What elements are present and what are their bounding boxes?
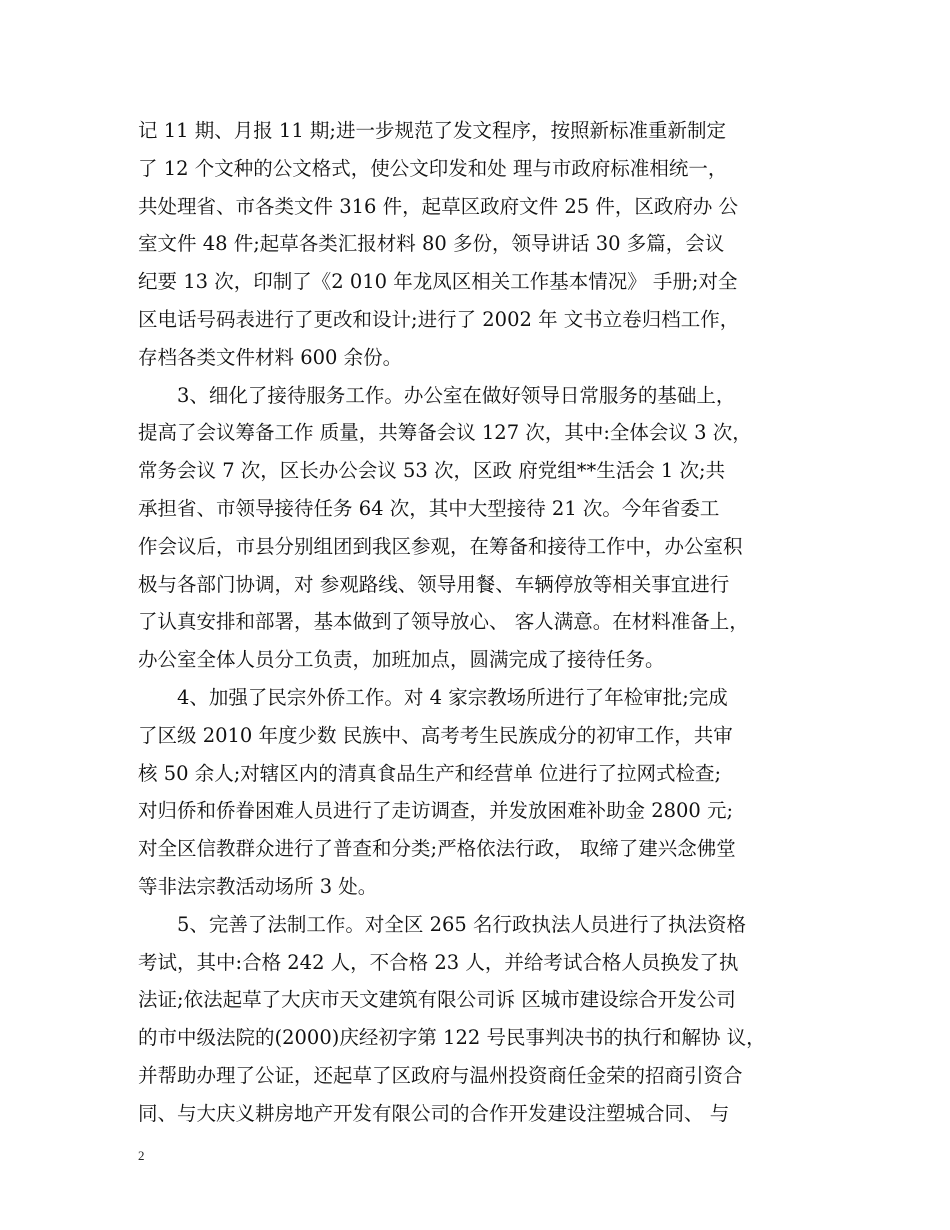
text-line: 了区级 2010 年度少数 民族中、高考考生民族成分的初审工作，共审 [138, 723, 733, 747]
text-line: 了 12 个文种的公文格式，使公文印发和处 理与市政府标准相统一， [138, 156, 728, 180]
text-line: 同、与大庆义耕房地产开发有限公司的合作开发建设注塑城合同、 与 [138, 1101, 730, 1125]
document-body [138, 112, 818, 1133]
text-line: 室文件 48 件;起草各类汇报材料 80 多份，领导讲话 30 多篇，会议 [138, 232, 725, 256]
text-line: 共处理省、市各类文件 316 件，起草区政府文件 25 件，区政府办 公 [138, 194, 739, 218]
text-line: 办公室全体人员分工负责，加班加点，圆满完成了接待任务。 [138, 648, 665, 672]
text-line: 常务会议 7 次，区长办公会议 53 次，区政 府党组**生活会 1 次;共 [138, 459, 726, 483]
text-line: 对全区信教群众进行了普查和分类;严格依法行政， 取缔了建兴念佛堂 [138, 837, 736, 861]
text-line: 核 50 余人;对辖区内的清真食品生产和经营单 位进行了拉网式检查; [138, 761, 722, 785]
text-line: 极与各部门协调，对 参观路线、领导用餐、车辆停放等相关事宜进行 [138, 572, 730, 596]
text-line: 作会议后，市县分别组团到我区参观，在筹备和接待工作中，办公室积 [138, 534, 743, 558]
text-line: 的市中级法院的(2000)庆经初字第 122 号民事判决书的执行和解协 议， [138, 1026, 766, 1050]
text-line: 提高了会议筹备工作 质量，共筹备会议 127 次，其中:全体会议 3 次， [138, 421, 752, 445]
text-line: 等非法宗教活动场所 3 处。 [138, 874, 378, 898]
text-line: 承担省、市领导接待任务 64 次，其中大型接待 21 次。今年省委工 [138, 496, 720, 520]
text-line: 并帮助办理了公证，还起草了区政府与温州投资商任金荣的招商引资合 [138, 1063, 743, 1087]
paragraph-start-line: 4、加强了民宗外侨工作。对 4 家宗教场所进行了年检审批;完成 [177, 685, 728, 709]
text-line: 存档各类文件材料 600 余份。 [138, 345, 403, 369]
paragraph-start-line: 3、细化了接待服务工作。办公室在做好领导日常服务的基础上， [177, 383, 736, 407]
text-line: 考试，其中:合格 242 人，不合格 23 人，并给考试合格人员换发了执 [138, 950, 739, 974]
paragraph-start-line: 5、完善了法制工作。对全区 265 名行政执法人员进行了执法资格 [177, 912, 747, 936]
text-line: 区电话号码表进行了更改和设计;进行了 2002 年 文书立卷归档工作， [138, 307, 740, 331]
text-line: 了认真安排和部署，基本做到了领导放心、 客人满意。在材料准备上， [138, 610, 749, 634]
text-line: 记 11 期、月报 11 期;进一步规范了发文程序，按照新标准重新制定 [138, 119, 726, 142]
text-line: 纪要 13 次，印制了《2 010 年龙凤区相关工作基本情况》 手册;对全 [138, 270, 738, 294]
page-number: 2 [138, 1148, 145, 1163]
text-line: 对归侨和侨眷困难人员进行了走访调查，并发放困难补助金 2800 元; [138, 799, 734, 823]
text-line: 法证;依法起草了大庆市天文建筑有限公司诉 区城市建设综合开发公司 [138, 988, 736, 1012]
